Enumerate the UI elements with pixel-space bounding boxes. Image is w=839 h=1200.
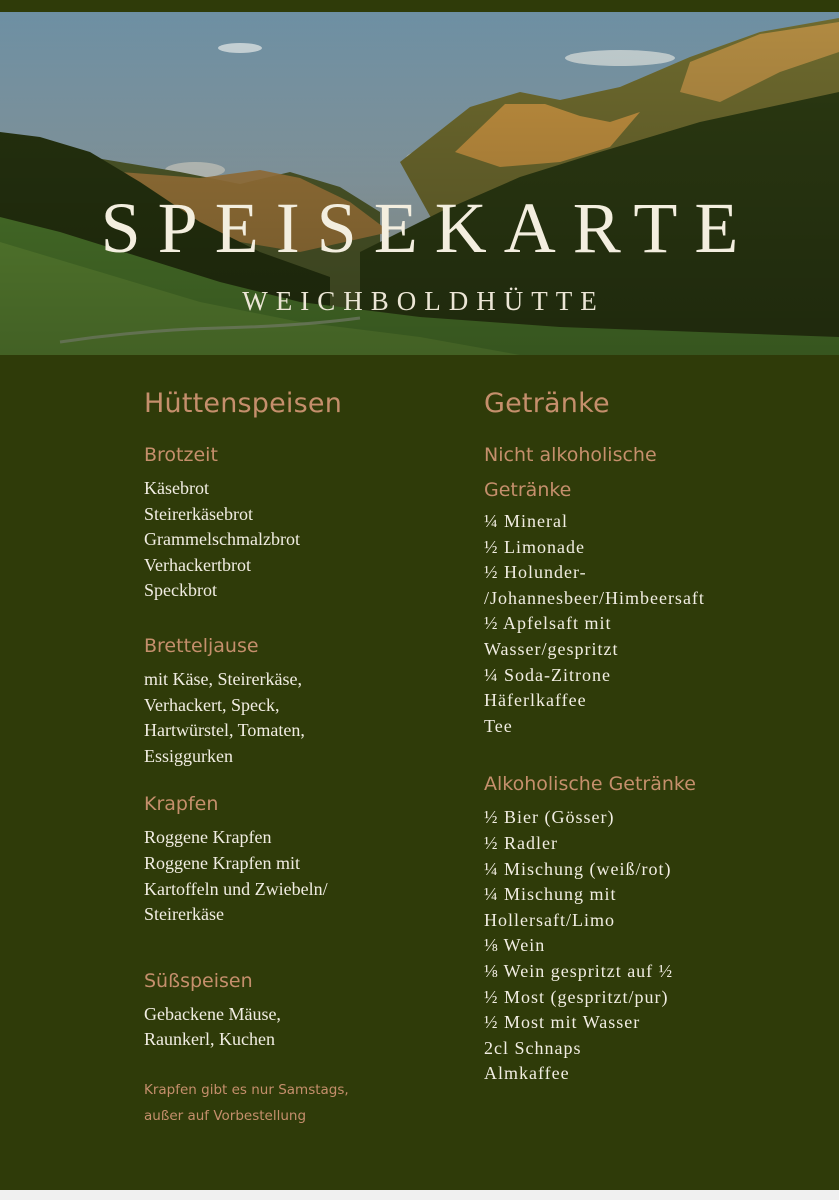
section-title-krapfen: Krapfen bbox=[144, 793, 219, 816]
menu-item: ½ Bier (Gösser) bbox=[484, 807, 615, 828]
menu-item: Speckbrot bbox=[144, 580, 217, 601]
drinks-heading: Getränke bbox=[484, 388, 610, 419]
menu-item: Almkaffee bbox=[484, 1063, 570, 1084]
menu-item: /Johannesbeer/Himbeersaft bbox=[484, 587, 705, 608]
section-title-suessspeisen: Süßspeisen bbox=[144, 969, 253, 992]
menu-item: ¼ Soda-Zitrone bbox=[484, 664, 611, 685]
menu-item: Hartwürstel, Tomaten, bbox=[144, 720, 305, 741]
menu-item: ⅛ Wein bbox=[484, 935, 546, 956]
menu-item: Raunkerl, Kuchen bbox=[144, 1029, 275, 1050]
menu-item: ½ Apfelsaft mit bbox=[484, 613, 612, 634]
section-title-bretteljause: Bretteljause bbox=[144, 634, 259, 657]
menu-item: Steirerkäsebrot bbox=[144, 503, 253, 524]
menu-item: ½ Limonade bbox=[484, 536, 585, 557]
menu-item: ¼ Mischung (weiß/rot) bbox=[484, 858, 672, 879]
food-heading: Hüttenspeisen bbox=[144, 388, 343, 419]
krapfen-note: außer auf Vorbestellung bbox=[144, 1107, 307, 1124]
menu-item: ½ Radler bbox=[484, 832, 558, 853]
menu-item: Essiggurken bbox=[144, 745, 233, 766]
menu-item: Gebackene Mäuse, bbox=[144, 1003, 281, 1024]
menu-item: ¼ Mineral bbox=[484, 511, 568, 531]
food-column bbox=[144, 386, 464, 1129]
page-bottom-margin bbox=[0, 1190, 839, 1200]
menu-item: Verhackert, Speck, bbox=[144, 694, 280, 715]
menu-item: ½ Holunder- bbox=[484, 562, 587, 583]
menu-item: Käsebrot bbox=[144, 478, 209, 498]
menu-item: Roggene Krapfen bbox=[144, 827, 272, 848]
section-title-brotzeit: Brotzeit bbox=[144, 444, 218, 466]
menu-item: Verhackertbrot bbox=[144, 554, 251, 575]
menu-item: ½ Most (gespritzt/pur) bbox=[484, 986, 669, 1007]
menu-item: Tee bbox=[484, 715, 513, 736]
menu-item: Wasser/gespritzt bbox=[484, 638, 619, 659]
section-title-alcoholic: Alkoholische Getränke bbox=[484, 773, 696, 796]
krapfen-note: Krapfen gibt es nur Samstags, bbox=[144, 1081, 349, 1098]
menu-item: mit Käse, Steirerkäse, bbox=[144, 668, 302, 689]
menu-item: ⅛ Wein gespritzt auf ½ bbox=[484, 960, 674, 981]
menu-item: Grammelschmalzbrot bbox=[144, 529, 300, 550]
menu-item: 2cl Schnaps bbox=[484, 1037, 582, 1058]
menu-item: Hollersaft/Limo bbox=[484, 909, 615, 930]
section-title-non-alcoholic: Nicht alkoholische bbox=[484, 444, 657, 466]
section-title-non-alcoholic: Getränke bbox=[484, 479, 572, 501]
menu-item: Häferlkaffee bbox=[484, 690, 587, 711]
menu-item: Kartoffeln und Zwiebeln/ bbox=[144, 878, 328, 899]
menu-item: Steirerkäse bbox=[144, 904, 224, 925]
menu-title: SPEISEKARTE bbox=[100, 188, 756, 268]
top-border bbox=[0, 0, 839, 12]
menu-item: ½ Most mit Wasser bbox=[484, 1012, 641, 1033]
menu-item: Roggene Krapfen mit bbox=[144, 852, 300, 873]
menu-item: ¼ Mischung mit bbox=[484, 884, 617, 905]
hero-landscape-image bbox=[0, 12, 839, 355]
drinks-column bbox=[484, 386, 804, 1087]
hut-name: WEICHBOLDHÜTTE bbox=[242, 286, 605, 316]
